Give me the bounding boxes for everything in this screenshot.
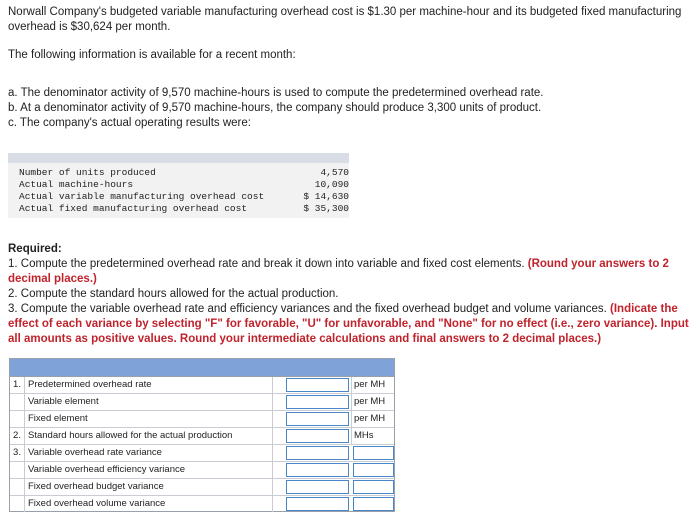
fixed-element-input[interactable]	[286, 412, 349, 426]
requirement-1-text: 1. Compute the predetermined overhead rate and break it down into variable and fixed cost elements.	[8, 258, 525, 270]
table-row	[10, 496, 394, 513]
row-label: Standard hours allowed for the actual production	[24, 428, 272, 444]
row-unit: MHs	[351, 428, 397, 444]
result-label: Actual fixed manufacturing overhead cost	[19, 203, 248, 214]
fo-volume-variance-input[interactable]	[286, 497, 349, 511]
answer-table	[9, 358, 395, 512]
predetermined-rate-input[interactable]	[286, 378, 349, 392]
vo-rate-variance-effect-select[interactable]	[353, 446, 394, 460]
table-row	[10, 394, 394, 411]
requirement-3	[8, 302, 693, 347]
vo-efficiency-variance-effect-select[interactable]	[353, 463, 394, 477]
fo-budget-variance-input[interactable]	[286, 480, 349, 494]
fo-budget-variance-effect-select[interactable]	[353, 480, 394, 494]
vo-efficiency-variance-input[interactable]	[286, 463, 349, 477]
fo-volume-variance-effect-select[interactable]	[353, 497, 394, 511]
row-number	[10, 411, 24, 427]
row-number	[10, 496, 24, 512]
standard-hours-input[interactable]	[286, 429, 349, 443]
row-label: Variable overhead rate variance	[24, 445, 272, 461]
table-row	[10, 445, 394, 462]
table-row	[10, 377, 394, 394]
table-row	[10, 479, 394, 496]
table-row	[8, 167, 349, 179]
result-value: $ 14,630	[303, 191, 349, 202]
row-number: 3.	[13, 447, 21, 458]
row-number	[10, 479, 24, 495]
item-b: b. At a denominator activity of 9,570 machine-hours, the company should produce 3,300 units of product.	[8, 102, 542, 114]
vo-rate-variance-input[interactable]	[286, 446, 349, 460]
row-number: 2.	[13, 430, 21, 441]
requirement-1-note: (Round your answers to 2 decimal places.)	[8, 258, 669, 285]
row-number: 1.	[13, 379, 21, 390]
requirement-3-text: 3. Compute the variable overhead rate and efficiency variances and the fixed overhead budget and volume variances.	[8, 303, 607, 315]
row-label: Fixed overhead budget variance	[24, 479, 272, 495]
table-row	[8, 179, 349, 191]
table-row	[8, 203, 349, 215]
row-number	[10, 394, 24, 410]
row-label: Variable element	[24, 394, 272, 410]
item-a: a. The denominator activity of 9,570 machine-hours is used to compute the predetermined overhead rate.	[8, 87, 544, 99]
row-label: Predetermined overhead rate	[24, 377, 272, 393]
given-items	[8, 86, 544, 131]
actual-results-table	[8, 153, 349, 218]
row-number	[10, 462, 24, 478]
row-unit: per MH	[351, 411, 397, 427]
row-label: Variable overhead efficiency variance	[24, 462, 272, 478]
info-intro: The following information is available for a recent month:	[8, 49, 296, 61]
result-label: Actual machine-hours	[19, 179, 134, 190]
answer-table-header	[10, 359, 394, 377]
table-row	[10, 428, 394, 445]
row-unit: per MH	[351, 377, 397, 393]
row-label: Fixed element	[24, 411, 272, 427]
requirement-1	[8, 257, 693, 287]
table-row	[8, 191, 349, 203]
required-heading: Required:	[8, 243, 62, 255]
result-label: Actual variable manufacturing overhead cost	[19, 191, 265, 202]
variable-element-input[interactable]	[286, 395, 349, 409]
result-label: Number of units produced	[19, 167, 156, 178]
table-row	[10, 462, 394, 479]
requirement-3-note: (Indicate the effect of each variance by selecting "F" for favorable, "U" for unfavorable, and "None" for no effect (i.e., zero variance). Input all amounts as positive values. Round your intermediate calculations and final answers to 2 decimal places.)	[8, 303, 689, 345]
result-value: 10,090	[314, 179, 349, 190]
table-row	[10, 411, 394, 428]
required-section	[8, 242, 693, 347]
result-value: $ 35,300	[303, 203, 349, 214]
row-unit: per MH	[351, 394, 397, 410]
problem-intro: Norwall Company's budgeted variable manufacturing overhead cost is $1.30 per machine-hour and its budgeted fixed manufacturing overhead is $30,624 per month.	[8, 6, 682, 33]
item-c: c. The company's actual operating results were:	[8, 117, 251, 129]
row-label: Fixed overhead volume variance	[24, 496, 272, 512]
result-value: 4,570	[320, 167, 349, 178]
requirement-2: 2. Compute the standard hours allowed for the actual production.	[8, 288, 339, 300]
